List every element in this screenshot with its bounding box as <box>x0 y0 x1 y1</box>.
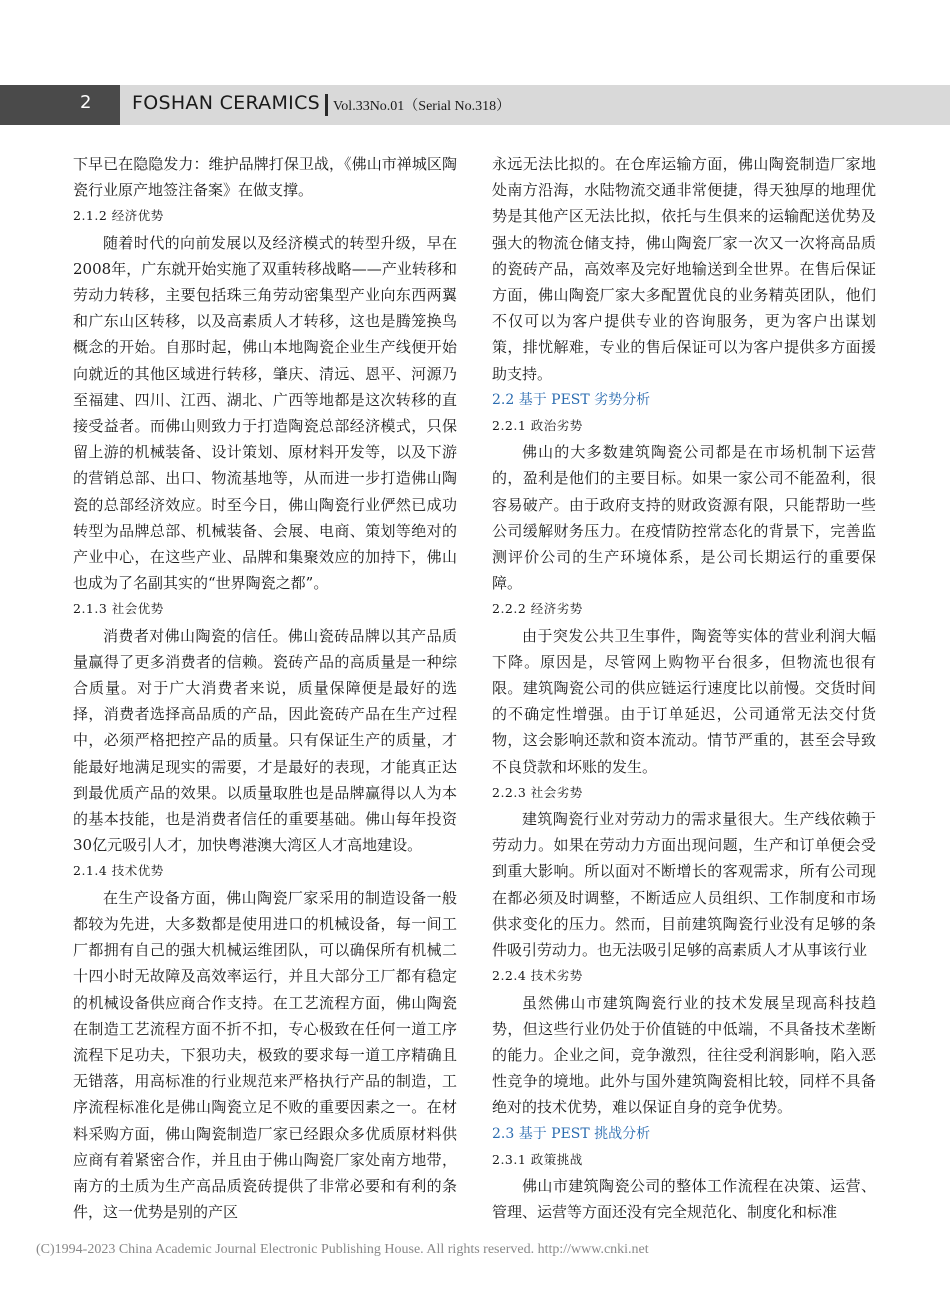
subsection-heading: 2.2.3 社会劣势 <box>492 784 583 800</box>
paragraph: 永远无法比拟的。在仓库运输方面，佛山陶瓷制造厂家地处南方沿海，水陆物流交通非常便捷，得天独厚的地理优势是其他产区无法比拟，依托与生俱来的运输配送优势及强大的物流仓储支持，佛山陶瓷厂家一次又一次将高品质的瓷砖产品，高效率及完好地输送到全世界。在售后保证方面，佛山陶瓷厂家大多配置优良的业务精英团队，他们不仅可以为客户提供专业的咨询服务，更为客户出谋划策，排忧解难，专业的售后保证可以为客户提供多方面援助支持。 <box>492 155 876 383</box>
journal-name: FOSHAN CERAMICS <box>132 92 321 114</box>
paragraph: 虽然佛山市建筑陶瓷行业的技术发展呈现高科技趋势，但这些行业仍处于价值链的中低端，不具备技术垄断的能力。企业之间，竞争激烈，往往受利润影响，陷入恶性竞争的境地。此外与国外建筑陶瓷相比较，同样不具备绝对的技术优势，难以保证自身的竞争优势。 <box>492 993 876 1117</box>
section-heading: 2.3 基于 PEST 挑战分析 <box>492 1125 651 1142</box>
paragraph: 消费者对佛山陶瓷的信任。佛山瓷砖品牌以其产品质量赢得了更多消费者的信赖。瓷砖产品的高质量是一种综合质量。对于广大消费者来说，质量保障便是最好的选择，消费者选择高品质的产品，因此瓷砖产品在生产过程中，必须严格把控产品的质量。只有保证生产的质量，才能最好地满足现实的需要，才是最好的表现，才能真正达到最优质产品的效果。以质量取胜也是品牌赢得以人为本的基本技能，也是消费者信任的重要基础。佛山每年投资30亿元吸引人才，加快粤港澳大湾区人才高地建设。 <box>73 626 457 855</box>
paragraph: 佛山的大多数建筑陶瓷公司都是在市场机制下运营的，盈利是他们的主要目标。如果一家公司不能盈利，很容易破产。由于政府支持的财政资源有限，只能帮助一些公司缓解财务压力。在疫情防控常态化的背景下，完善监测评价公司的生产环境体系，是公司长期运行的重要保障。 <box>492 443 876 593</box>
paragraph: 随着时代的向前发展以及经济模式的转型升级，早在2008年，广东就开始实施了双重转移战略——产业转移和劳动力转移，主要包括珠三角劳动密集型产业向东西两翼和广东山区转移，以及高素质人才转移，这也是腾笼换鸟概念的开始。自那时起，佛山本地陶瓷企业生产线便开始向就近的其他区域进行转移，肇庆、清远、恩平、河源乃至福建、四川、江西、湖北、广西等地都是这次转移的直接受益者。而佛山则致力于打造陶瓷总部经济模式，只保留上游的机械装备、设计策划、原材料开发等，以及下游的营销总部、出口、物流基地等，从而进一步打造佛山陶瓷的总部经济效应。时至今日，佛山陶瓷行业俨然已成功转型为品牌总部、机械装备、会展、电商、策划等绝对的产业中心，在这些产业、品牌和集聚效应的加持下，佛山也成为了名副其实的“世界陶瓷之都”。 <box>73 233 457 593</box>
subsection-heading: 2.2.2 经济劣势 <box>492 601 583 617</box>
subsection-heading: 2.1.2 经济优势 <box>73 208 164 224</box>
subsection-heading: 2.3.1 政策挑战 <box>492 1151 583 1167</box>
paragraph: 由于突发公共卫生事件，陶瓷等实体的营业利润大幅下降。原因是，尽管网上购物平台很多，但物流也很有限。建筑陶瓷公司的供应链运行速度比以前慢。交货时间的不确定性增强。由于订单延迟，公司通常无法交付货物，这会影响还款和资本流动。情节严重的，甚至会导致不良贷款和坏账的发生。 <box>492 626 876 776</box>
subsection-heading: 2.2.4 技术劣势 <box>492 968 583 984</box>
subsection-heading: 2.2.1 政治劣势 <box>492 418 583 434</box>
right-column <box>492 151 876 1225</box>
paragraph: 在生产设备方面，佛山陶瓷厂家采用的制造设备一般都较为先进，大多数都是使用进口的机械设备，每一间工厂都拥有自己的强大机械运维团队，可以确保所有机械二十四小时无故障及高效率运行，并且大部分工厂都有稳定的机械设备供应商合作支持。在工艺流程方面，佛山陶瓷在制造工艺流程方面不折不扣，专心极致在任何一道工序流程下足功夫，下狠功夫，极致的要求每一道工序精确且无错落，用高标准的行业规范来严格执行产品的制造，工序流程标准化是佛山陶瓷立足不败的重要因素之一。在材料采购方面，佛山陶瓷制造厂家已经跟众多优质原材料供应商有着紧密合作，并且由于佛山陶瓷厂家处南方地带，南方的土质为生产高品质瓷砖提供了非常必要和有利的条件，这一优势是别的产区 <box>73 888 457 1222</box>
subsection-heading: 2.1.3 社会优势 <box>73 601 164 617</box>
subsection-heading: 2.1.4 技术优势 <box>73 863 164 879</box>
copyright-footer: (C)1994-2023 China Academic Journal Electronic Publishing House. All rights reserved. http://www.cnki.net <box>36 1242 649 1257</box>
page-number: 2 <box>80 92 92 113</box>
issue-info: Vol.33No.01（Serial No.318） <box>333 99 511 114</box>
running-header <box>0 85 950 125</box>
paragraph: 建筑陶瓷行业对劳动力的需求量很大。生产线依赖于劳动力。如果在劳动力方面出现问题，生产和订单便会受到重大影响。所以面对不断增长的客观需求，所有公司现在都必须及时调整，不断适应人员组织、工作制度和市场供求变化的压力。然而，目前建筑陶瓷行业没有足够的条件吸引劳动力。也无法吸引足够的高素质人才从事该行业 <box>492 810 876 960</box>
header-divider <box>325 94 328 116</box>
paragraph: 佛山市建筑陶瓷公司的整体工作流程在决策、运营、管理、运营等方面还没有完全规范化、制度化和标准 <box>492 1176 876 1222</box>
left-column <box>73 151 457 1225</box>
section-heading: 2.2 基于 PEST 劣势分析 <box>492 391 651 408</box>
page-number-box <box>0 85 120 125</box>
paragraph: 下早已在隐隐发力：维护品牌打保卫战，《佛山市禅城区陶瓷行业原产地签注备案》在做支撑。 <box>73 155 457 200</box>
